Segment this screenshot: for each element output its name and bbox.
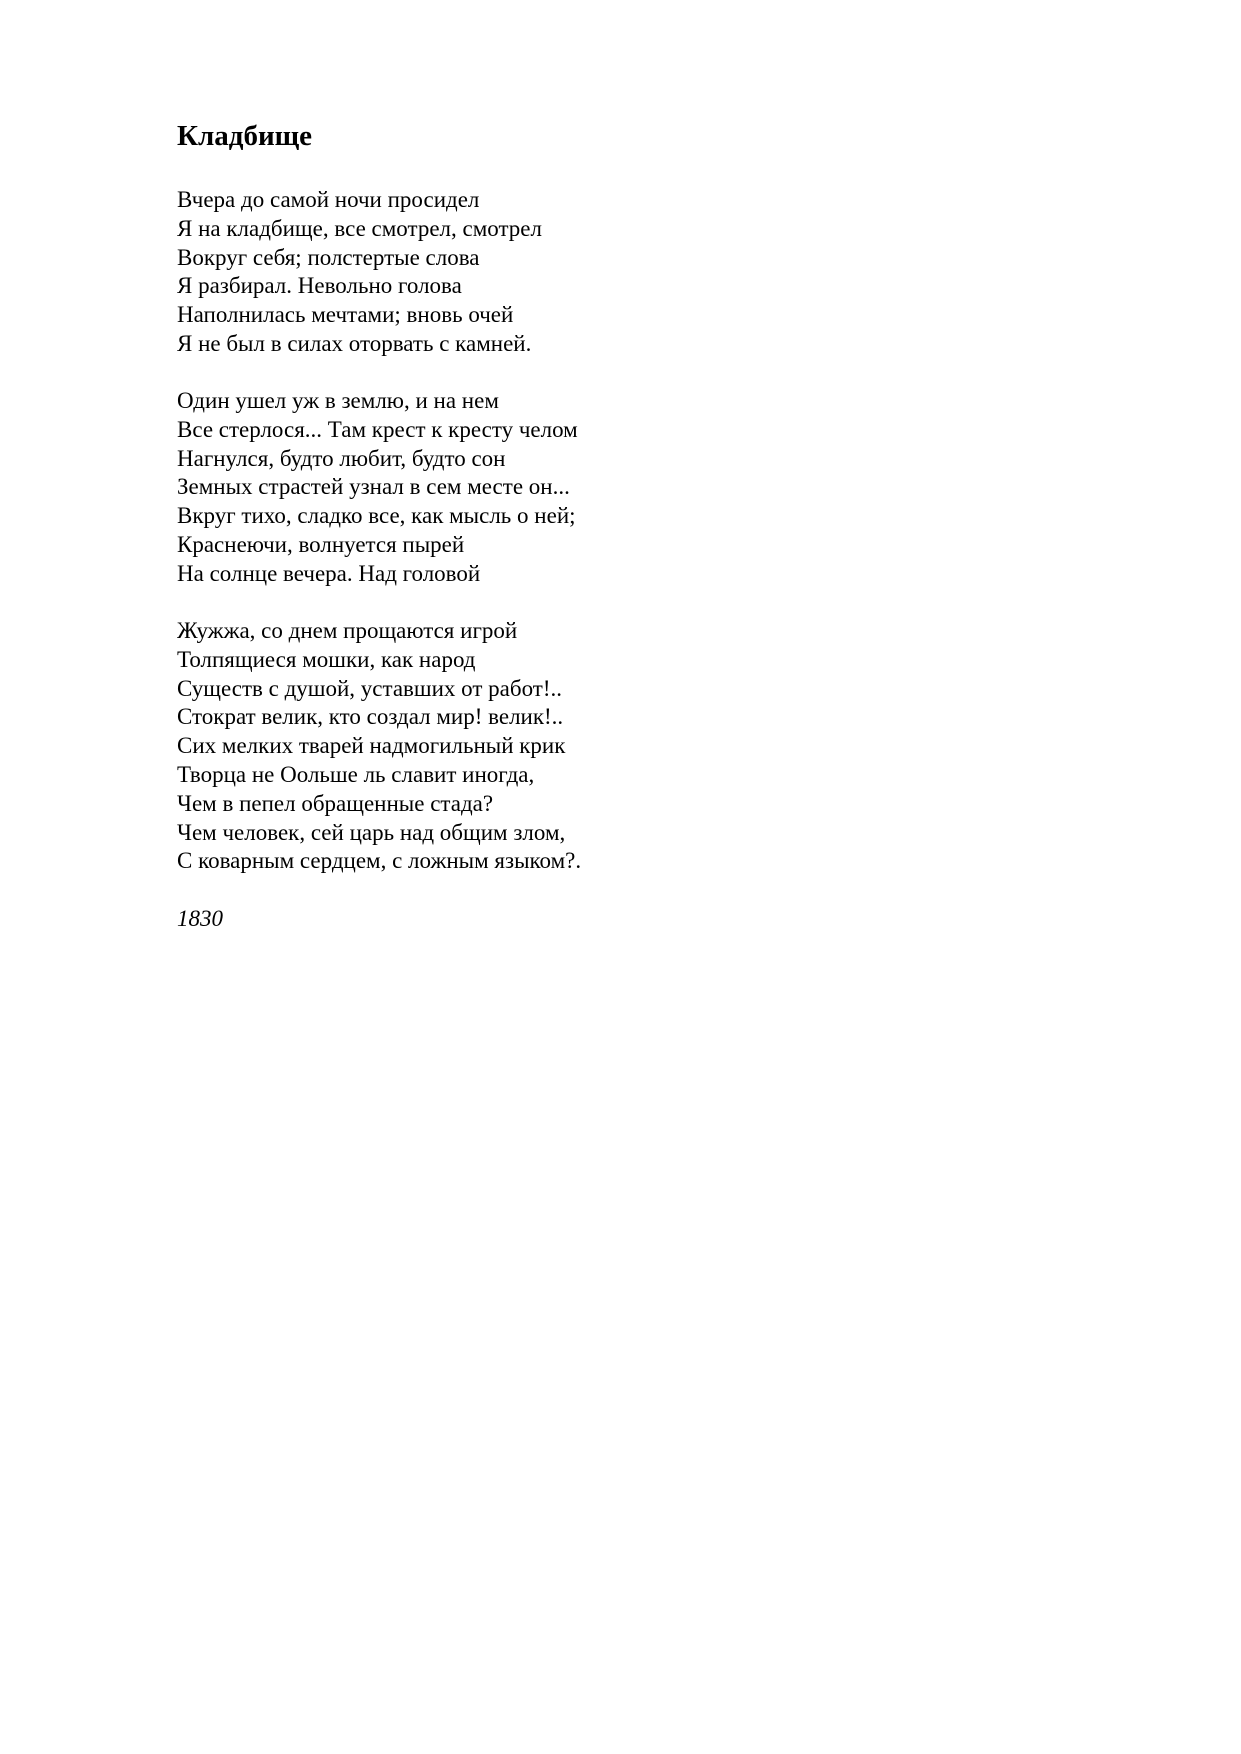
poem-line: На солнце вечера. Над головой bbox=[177, 560, 481, 586]
stanza-3 bbox=[177, 617, 581, 876]
poem-line: Нагнулся, будто любит, будто сон bbox=[177, 445, 506, 471]
poem-line: Земных страстей узнал в сем месте он... bbox=[177, 474, 570, 500]
poem-line: С коварным сердцем, с ложным языком?. bbox=[177, 848, 582, 874]
poem-line: Все стерлося... Там крест к кресту челом bbox=[177, 416, 578, 442]
poem-line: Вокруг себя; полстертые слова bbox=[177, 244, 480, 270]
poem-line: Толпящиеся мошки, как народ bbox=[177, 646, 476, 672]
poem-line: Сих мелких тварей надмогильный крик bbox=[177, 733, 566, 759]
poem-line: Я разбирал. Невольно голова bbox=[177, 273, 462, 299]
poem-line: Чем человек, сей царь над общим злом, bbox=[177, 819, 566, 845]
poem-line: Стократ велик, кто создал мир! велик!.. bbox=[177, 704, 564, 730]
poem-line: Один ушел уж в землю, и на нем bbox=[177, 388, 499, 413]
stanza-2 bbox=[177, 387, 578, 589]
poem-line: Я на кладбище, все смотрел, смотрел bbox=[177, 215, 542, 241]
poem-line: Я не был в силах оторвать с камней. bbox=[177, 330, 532, 356]
poem-line: Наполнилась мечтами; вновь очей bbox=[177, 302, 514, 328]
poem-line: Вкруг тихо, сладко все, как мысль о ней; bbox=[177, 503, 576, 529]
stanza-1 bbox=[177, 186, 542, 359]
poem-line: Краснеючи, волнуется пырей bbox=[177, 531, 465, 557]
poem-line: Вчера до самой ночи просидел bbox=[177, 187, 480, 212]
poem-title: Кладбище bbox=[177, 120, 313, 152]
poem-line: Жужжа, со днем прощаются игрой bbox=[177, 618, 518, 643]
poem-line: Творца не Оольше ль славит иногда, bbox=[177, 761, 535, 787]
poem-line: Чем в пепел обращенные стада? bbox=[177, 790, 494, 816]
poem-date: 1830 bbox=[177, 906, 223, 931]
poem-line: Существ с душой, уставших от работ!.. bbox=[177, 675, 563, 701]
